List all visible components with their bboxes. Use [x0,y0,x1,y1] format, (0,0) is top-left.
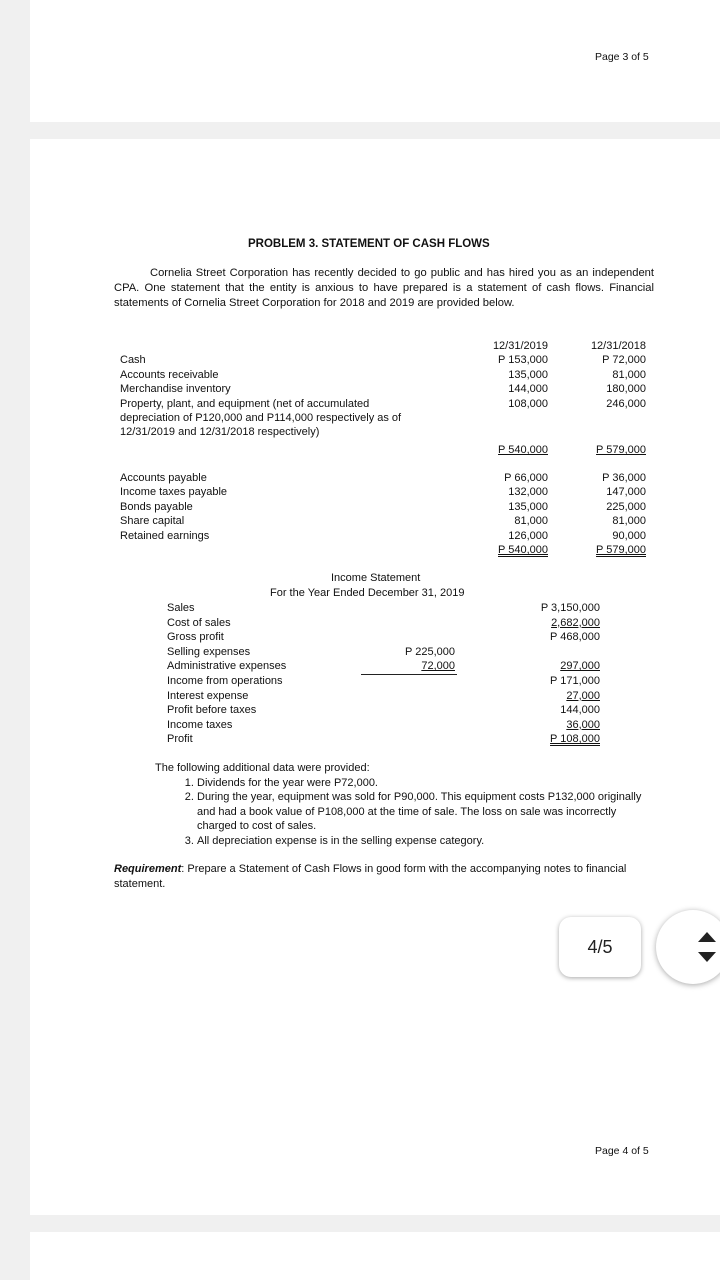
bs-asset-2019: 135,000 [508,368,548,381]
is-row-mid: 72,000 [421,660,455,673]
page-number-top: Page 3 of 5 [595,51,649,63]
is-row-right: P 3,150,000 [540,602,600,614]
bs-liability-2018: 147,000 [606,486,646,499]
intro-paragraph [114,266,654,311]
next-page-icon[interactable] [698,952,716,962]
is-subtitle: For the Year Ended December 31, 2019 [270,587,465,599]
is-row-right: 36,000 [566,718,600,731]
bs-asset-label: Cash [120,354,146,367]
is-row-right: 27,000 [566,689,600,702]
bs-asset-2019: 144,000 [508,383,548,396]
bs-liability-2019: 81,000 [514,515,548,528]
bs-asset-2018: 180,000 [606,383,646,396]
requirement-label: Requirement [114,863,182,875]
bs-liability-label: Share capital [120,515,185,528]
bs-header-2019: 12/31/2019 [492,340,548,352]
is-row-label: Interest expense [167,689,249,702]
bs-liability-label: Retained earnings [120,529,210,542]
bs-liability-2019: P 66,000 [504,472,548,484]
is-row-label: Selling expenses [167,645,251,658]
requirement [114,862,654,891]
bs-liability-label: Income taxes payable [120,486,228,499]
is-row-label: Cost of sales [167,616,231,629]
is-row-right: P 468,000 [550,631,600,644]
bs-liability-2019: 132,000 [508,486,548,499]
bs-asset-label: Accounts receivable [120,368,219,381]
page-indicator: 4/5 [559,917,641,977]
bs-liability-2018: 225,000 [606,500,646,513]
page-3-fragment [30,0,720,122]
additional-list [155,776,655,849]
bs-liability-2019: 126,000 [508,529,548,542]
bs-assets-total-2019: P 540,000 [498,444,548,456]
is-row-right: 297,000 [560,660,600,673]
bs-asset-label: Merchandise inventory [120,383,231,396]
bs-header-2018: 12/31/2018 [590,340,646,352]
bs-liability-2018: 81,000 [612,515,646,528]
bs-asset-label: 12/31/2019 and 12/31/2018 respectively) [120,426,320,439]
document-page [30,139,720,1215]
bs-asset-2018: P 72,000 [602,354,646,367]
income-statement [30,571,720,751]
bs-liability-label: Accounts payable [120,472,207,484]
is-row-right: 2,682,000 [551,616,600,629]
list-item: 1. Dividends for the year were P72,000. [197,776,655,791]
additional-intro: The following additional data were provided: [155,762,370,774]
list-item: 2. During the year, equipment was sold for P90,000. This equipment costs P132,000 originally and had a book value of P108,000 at the time of sale. The loss on sale was incorrectly charged to cost of sales. [197,790,655,834]
is-row-label: Gross profit [167,631,224,644]
bs-liability-label: Bonds payable [120,500,193,513]
is-row-mid: P 225,000 [405,645,455,658]
intro-text: Cornelia Street Corporation has recently decided to go public and has hired you as an independent CPA. One statement that the entity is anxious to have prepared is a statement of cash flows. Financial statements of Cornelia Street Corporation for 2018 and 2019 are provided below. [114,267,654,309]
is-row-label: Administrative expenses [167,660,287,673]
bs-liabilities-total-2019: P 540,000 [498,544,548,556]
is-row-label: Income from operations [167,675,283,687]
is-row-right: P 171,000 [550,675,600,687]
is-row-right: 144,000 [560,704,600,717]
previous-page-icon[interactable] [698,932,716,942]
page-5-fragment [30,1232,720,1280]
additional-data [155,761,655,849]
bs-liability-2018: P 36,000 [602,472,646,484]
bs-asset-2019: P 153,000 [498,354,548,367]
page-nav-button[interactable] [656,910,720,984]
page-title: PROBLEM 3. STATEMENT OF CASH FLOWS [248,238,490,250]
bs-asset-label: Property, plant, and equipment (net of accumulated [120,397,370,410]
bs-asset-2018: 246,000 [606,397,646,410]
bs-asset-2018: 81,000 [612,368,646,381]
is-row-label: Profit before taxes [167,704,257,717]
is-row-label: Profit [167,733,193,746]
is-row-label: Sales [167,602,195,614]
is-row-label: Income taxes [167,718,233,731]
balance-sheet [30,339,720,569]
bs-asset-label: depreciation of P120,000 and P114,000 respectively as of [120,412,402,424]
bs-liability-2019: 135,000 [508,500,548,513]
bs-liabilities-total-2018: P 579,000 [596,544,646,556]
list-item: 3. All depreciation expense is in the selling expense category. [197,834,655,849]
bs-asset-2019: 108,000 [508,397,548,410]
page-number-bottom: Page 4 of 5 [595,1145,649,1157]
requirement-text: : Prepare a Statement of Cash Flows in good form with the accompanying notes to financial statement. [114,863,627,890]
is-title: Income Statement [331,572,421,584]
is-underline [361,674,457,675]
bs-assets-total-2018: P 579,000 [596,444,646,456]
bs-liability-2018: 90,000 [612,529,646,542]
is-row-right: P 108,000 [550,733,600,746]
